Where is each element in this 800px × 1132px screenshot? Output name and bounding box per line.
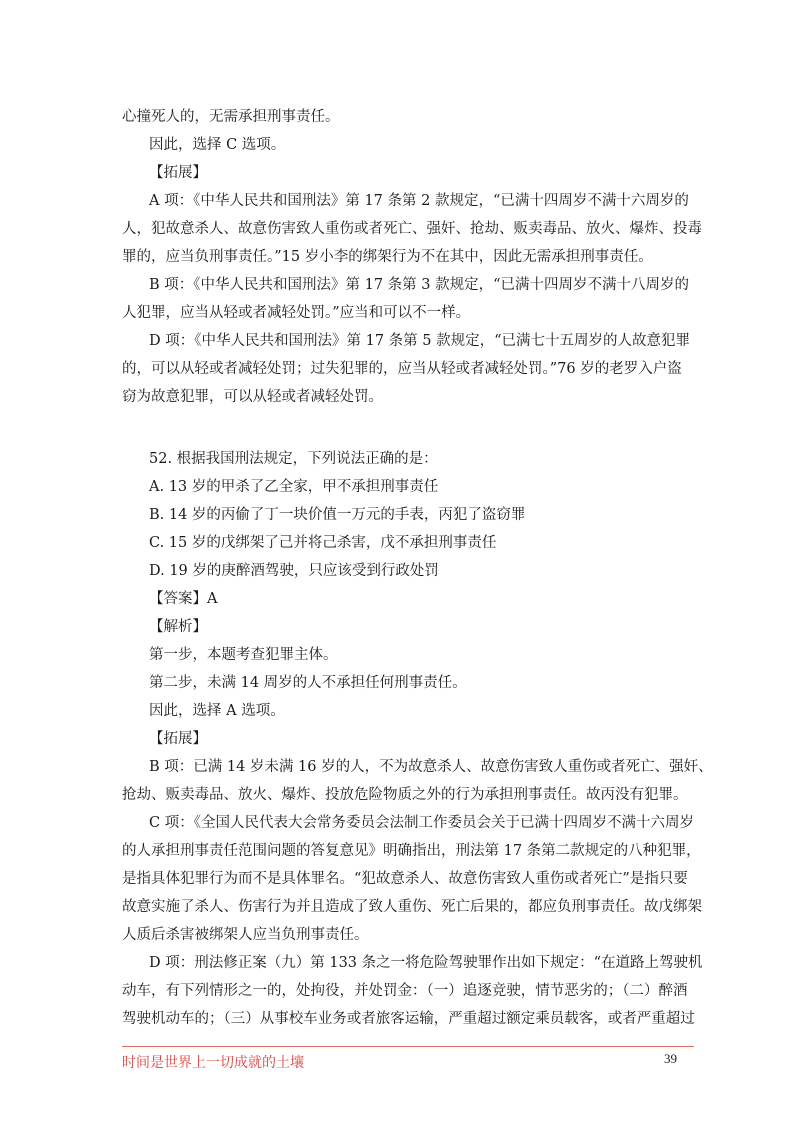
text-line: 的，可以从轻或者减轻处罚；过失犯罪的，应当从轻或者减轻处罚。”76 岁的老罗入户盗	[122, 361, 682, 377]
text-line: 人质后杀害被绑架人应当负刑事责任。	[122, 927, 369, 943]
text-line: 抢劫、贩卖毒品、放火、爆炸、投放危险物质之外的行为承担刑事责任。故丙没有犯罪。	[122, 787, 688, 803]
question-option: B. 14 岁的丙偷了丁一块价值一万元的手表，丙犯了盗窃罪	[149, 507, 526, 523]
text-line: 因此，选择 C 选项。	[149, 137, 286, 153]
text-line: 是指具体犯罪行为而不是具体罪名。“犯故意杀人、故意伤害致人重伤或者死亡”是指只要	[122, 871, 688, 887]
footer-slogan: 时间是世界上一切成就的土壤	[122, 1055, 304, 1071]
text-line: D 项：刑法修正案（九）第 133 条之一将危险驾驶罪作出如下规定：“在道路上驾驶机	[149, 955, 703, 971]
text-line: 罪的，应当负刑事责任。”15 岁小李的绑架行为不在其中，因此无需承担刑事责任。	[122, 249, 653, 265]
document-body	[122, 103, 713, 1033]
paragraph-gap	[122, 411, 682, 445]
text-line: C 项：《全国人民代表大会常务委员会法制工作委员会关于已满十四周岁不满十六周岁	[149, 815, 694, 831]
question-stem: 52. 根据我国刑法规定，下列说法正确的是：	[149, 451, 438, 467]
section-heading: 【拓展】	[149, 165, 207, 181]
question-option: A. 13 岁的甲杀了乙全家，甲不承担刑事责任	[149, 479, 439, 495]
text-line: B 项：《中华人民共和国刑法》第 17 条第 3 款规定，“已满十四周岁不满十八周岁的	[149, 277, 690, 293]
text-line: A 项：《中华人民共和国刑法》第 17 条第 2 款规定，“已满十四周岁不满十六周岁的	[149, 193, 689, 209]
text-line: 因此，选择 A 选项。	[149, 703, 285, 719]
text-line: 第一步，本题考查犯罪主体。	[149, 647, 338, 663]
text-line: D 项：《中华人民共和国刑法》第 17 条第 5 款规定，“已满七十五周岁的人故意犯罪	[149, 333, 691, 349]
footer-divider	[122, 1046, 694, 1047]
question-option: D. 19 岁的庚醉酒驾驶，只应该受到行政处罚	[149, 563, 439, 579]
text-line: 人，犯故意杀人、故意伤害致人重伤或者死亡、强奸、抢劫、贩卖毒品、放火、爆炸、投毒	[122, 221, 702, 237]
text-line: 窃为故意犯罪，可以从轻或者减轻处罚。	[122, 389, 383, 405]
answer-line: 【答案】A	[149, 591, 218, 607]
text-line: 人犯罪，应当从轻或者减轻处罚。”应当和可以不一样。	[122, 305, 471, 321]
section-heading: 【解析】	[149, 619, 207, 635]
text-line: 驾驶机动车的；（三）从事校车业务或者旅客运输，严重超过额定乘员载客，或者严重超过	[122, 1011, 695, 1027]
text-line: 的人承担刑事责任范围问题的答复意见》明确指出，刑法第 17 条第二款规定的八种犯罪，	[122, 843, 701, 859]
text-line: B 项：已满 14 岁未满 16 岁的人，不为故意杀人、故意伤害致人重伤或者死亡、强奸、	[149, 759, 713, 775]
page-number: 39	[664, 1051, 677, 1066]
question-option: C. 15 岁的戊绑架了己并将己杀害，戊不承担刑事责任	[149, 535, 497, 551]
text-line: 心撞死人的，无需承担刑事责任。	[122, 109, 340, 125]
text-line: 第二步，未满 14 周岁的人不承担任何刑事责任。	[149, 675, 467, 691]
text-line: 故意实施了杀人、伤害行为并且造成了致人重伤、死亡后果的，都应负刑事责任。故戊绑架	[122, 899, 702, 915]
text-line: 动车，有下列情形之一的，处拘役，并处罚金：（一）追逐竞驶，情节恶劣的；（二）醉酒	[122, 983, 688, 999]
section-heading: 【拓展】	[149, 731, 207, 747]
